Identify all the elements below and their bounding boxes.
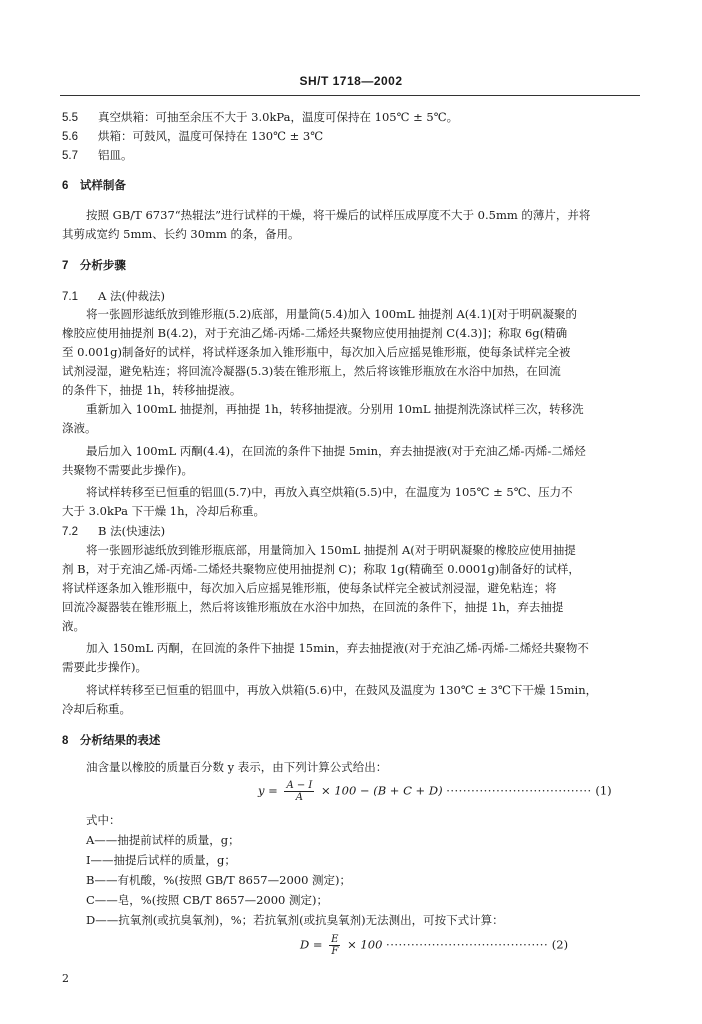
formula-leader-dots: ······································· bbox=[386, 937, 549, 952]
subsection-title: B 法(快速法) bbox=[98, 524, 166, 538]
formula-rest: × 100 bbox=[347, 937, 383, 952]
paragraph-line: 涤液。 bbox=[62, 421, 97, 435]
item-5-7 bbox=[62, 147, 133, 165]
paragraph-line: 至 0.001g)制备好的试样，将试样逐条加入锥形瓶中，每次加入后应摇晃锥形瓶，使每条试样完全被 bbox=[62, 345, 571, 359]
paragraph-line: 油含量以橡胶的质量百分数 y 表示，由下列计算公式给出： bbox=[86, 760, 388, 774]
item-number: 5.6 bbox=[62, 131, 78, 143]
paragraph-line: 大于 3.0kPa 下干燥 1h，冷却后称重。 bbox=[62, 504, 266, 518]
definition-line: A——抽提前试样的质量，g； bbox=[86, 833, 240, 847]
header-rule bbox=[60, 95, 640, 96]
item-5-5 bbox=[62, 109, 458, 127]
formula-lhs: D = bbox=[300, 937, 323, 952]
subsection-number: 7.1 bbox=[62, 291, 78, 303]
formula-1 bbox=[258, 780, 612, 803]
page-number: 2 bbox=[62, 972, 69, 985]
item-text: 真空烘箱：可抽至余压不大于 3.0kPa，温度可保持在 105℃ ± 5℃。 bbox=[98, 110, 459, 124]
section-8-heading: 8 分析结果的表述 bbox=[62, 735, 161, 747]
subsection-7-1-heading bbox=[62, 288, 165, 306]
paragraph-line: 将试样转移至已恒重的铝皿(5.7)中，再放入真空烘箱(5.5)中，在温度为 105℃ ± 5℃、压力不 bbox=[86, 485, 573, 499]
section-6-heading: 6 试样制备 bbox=[62, 180, 126, 192]
item-text: 铝皿。 bbox=[98, 148, 133, 162]
fraction-denominator: A bbox=[295, 792, 304, 803]
formula-2 bbox=[300, 934, 568, 957]
standard-header: SH/T 1718—2002 bbox=[299, 74, 403, 88]
item-5-6 bbox=[62, 128, 323, 146]
fraction-denominator: F bbox=[331, 946, 339, 957]
formula-lhs: y = bbox=[258, 783, 278, 798]
paragraph-line: 需要此步操作)。 bbox=[62, 660, 147, 674]
paragraph-line: 最后加入 100mL 丙酮(4.4)，在回流的条件下抽提 5min，弃去抽提液(对于充油乙烯-丙烯-二烯烃 bbox=[86, 444, 586, 458]
paragraph-line: 回流冷凝器装在锥形瓶上，然后将该锥形瓶放在水浴中加热，在回流的条件下，抽提 1h，弃去抽提 bbox=[62, 600, 564, 614]
definition-line: B——有机酸，%(按照 GB/T 8657—2000 测定)； bbox=[86, 873, 352, 887]
item-text: 烘箱：可鼓风，温度可保持在 130℃ ± 3℃ bbox=[98, 129, 324, 143]
definition-line: C——皂，%(按照 CB/T 8657—2000 测定)； bbox=[86, 893, 328, 907]
fraction-numerator: E bbox=[331, 934, 339, 945]
paragraph-line: 液。 bbox=[62, 619, 85, 633]
section-7-heading: 7 分析步骤 bbox=[62, 260, 126, 272]
paragraph-line: 共聚物不需要此步操作)。 bbox=[62, 463, 193, 477]
definition-line: I——抽提后试样的质量，g； bbox=[86, 853, 236, 867]
definition-line: D——抗氧剂(或抗臭氧剂)，%；若抗氧剂(或抗臭氧剂)无法测出，可按下式计算： bbox=[86, 913, 504, 927]
paragraph-line: 将试样逐条加入锥形瓶中，每次加入后应摇晃锥形瓶，使每条试样完全被试剂浸湿，避免粘连；将 bbox=[62, 581, 557, 595]
paragraph-line: 剂 B，对于充油乙烯-丙烯-二烯烃共聚物应使用抽提剂 C)；称取 1g(精确至 0.0001g)制备好的试样， bbox=[62, 562, 580, 576]
paragraph-line: 试剂浸湿，避免粘连；将回流冷凝器(5.3)装在锥形瓶上，然后将该锥形瓶放在水浴中加热，在回流 bbox=[62, 364, 561, 378]
item-number: 5.5 bbox=[62, 112, 78, 124]
subsection-7-2-heading bbox=[62, 523, 165, 541]
formula-fraction bbox=[284, 780, 314, 803]
equation-number: (2) bbox=[551, 937, 569, 952]
paragraph-line: 将一张圆形滤纸放到锥形瓶(5.2)底部，用量筒(5.4)加入 100mL 抽提剂 A(4.1)[对于明矾凝聚的 bbox=[86, 307, 578, 321]
paragraph-line: 冷却后称重。 bbox=[62, 702, 131, 716]
paragraph-line: 的条件下，抽提 1h，转移抽提液。 bbox=[62, 383, 242, 397]
paragraph-line: 加入 150mL 丙酮，在回流的条件下抽提 15min，弃去抽提液(对于充油乙烯-丙烯-二烯烃共聚物不 bbox=[86, 641, 589, 655]
formula-rest: × 100 − (B + C + D) bbox=[321, 783, 443, 798]
fraction-numerator: A − I bbox=[286, 780, 313, 791]
paragraph-line: 橡胶应使用抽提剂 B(4.2)，对于充油乙烯-丙烯-二烯烃共聚物应使用抽提剂 C(4.3)]；称取 6g(精确 bbox=[62, 326, 568, 340]
subsection-number: 7.2 bbox=[62, 526, 78, 538]
item-number: 5.7 bbox=[62, 150, 78, 162]
paragraph-line: 重新加入 100mL 抽提剂，再抽提 1h，转移抽提液。分别用 10mL 抽提剂洗涤试样三次，转移洗 bbox=[86, 402, 584, 416]
equation-number: (1) bbox=[595, 783, 612, 798]
paragraph-line: 将试样转移至已恒重的铝皿中，再放入烘箱(5.6)中，在鼓风及温度为 130℃ ± 3℃下干燥 15min， bbox=[86, 683, 598, 697]
paragraph-line: 将一张圆形滤纸放到锥形瓶底部，用量筒加入 150mL 抽提剂 A(对于明矾凝聚的橡胶应使用抽提 bbox=[86, 543, 576, 557]
formula-fraction bbox=[329, 934, 340, 957]
formula-leader-dots: ··································· bbox=[446, 783, 592, 798]
paragraph-line: 其剪成宽约 5mm、长约 30mm 的条，备用。 bbox=[62, 227, 300, 241]
subsection-title: A 法(仲裁法) bbox=[98, 289, 165, 303]
where-label: 式中： bbox=[86, 813, 121, 827]
paragraph-line: 按照 GB/T 6737“热辊法”进行试样的干燥，将干燥后的试样压成厚度不大于 0.5mm 的薄片，并将 bbox=[86, 208, 591, 222]
